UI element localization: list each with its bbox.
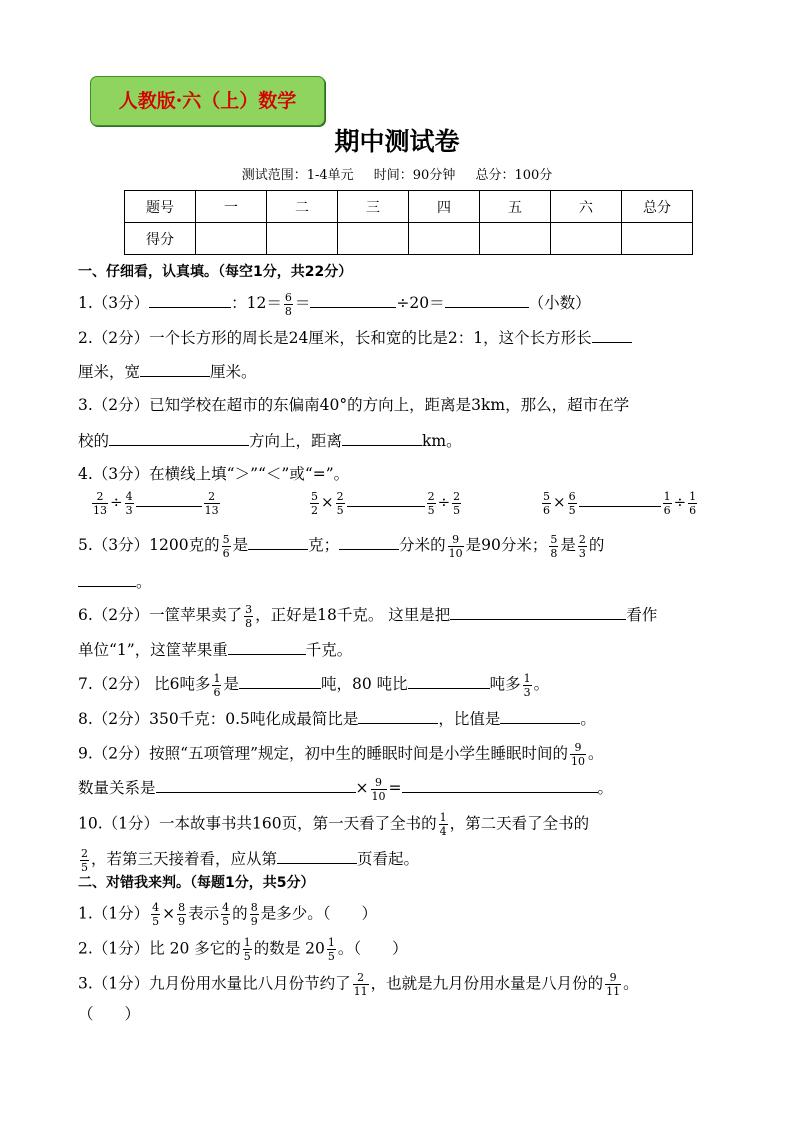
q-text: 看作 [626,606,658,624]
score-header-row [125,191,693,223]
q-text: 7.（2分） 比6吨多 [78,675,211,693]
score-table [124,190,693,255]
q-text: 是 [560,536,576,554]
q-text: 。 [533,675,550,693]
q-text: 分米的 [399,536,446,554]
answer-blank[interactable] [445,291,529,308]
score-header-cell: 四 [409,191,480,223]
fraction: $\frac{1}{5}$ [243,936,251,963]
answer-blank[interactable] [402,776,598,793]
q-text: ，若第三天接着看，应从第 [91,850,278,868]
q-text: ÷20＝ [396,294,445,312]
question-2 [78,326,632,348]
fraction: $\frac{2}{11}$ [353,971,368,998]
judge-3 [78,972,639,997]
q-text: 2.（1分）比 20 多它的 [78,939,241,958]
q-text: 。（ ） [337,939,408,958]
answer-blank[interactable] [592,326,632,343]
answer-blank[interactable] [277,847,357,864]
operator: ÷ [110,493,123,511]
q-text: 2.（2分）一个长方形的周长是24厘米，长和宽的比是2：1，这个长方形长 [78,329,592,347]
q-text: 1.（1分） [78,904,150,923]
q-text: 3.（2分）已知学校在超市的东偏南40°的方向上，距离是3km，那么，超市在学 [78,396,630,414]
fraction: $\frac{1}{6}$ [213,671,221,699]
fraction: $\frac{5}{2}$ [311,489,318,517]
answer-blank[interactable] [358,707,438,724]
q-text: 校的 [78,432,110,450]
exam-scope: 测试范围：1-4单元 [241,168,354,183]
q-text: × [162,904,176,923]
q-text: ＝ [294,294,311,312]
question-9 [78,742,604,767]
fraction: $\frac{4}{5}$ [152,901,160,928]
answer-blank[interactable] [239,672,321,689]
fraction: $\frac{2}{3}$ [578,532,586,560]
edition-badge: 人教版·六（上）数学 [90,76,325,126]
fraction: $\frac{6}{8}$ [284,290,292,318]
fraction: $\frac{1}{4}$ [439,811,447,838]
question-1 [78,291,591,317]
fraction: $\frac{1}{3}$ [523,671,531,699]
q-text: 10.（1分）一本故事书共160页，第一天看了全书的 [78,814,437,833]
fraction: $\frac{8}{9}$ [250,901,258,928]
fraction: $\frac{2}{13}$ [93,489,107,517]
compare-b [308,490,463,516]
fraction: $\frac{5}{8}$ [550,532,558,560]
q-text: 的数是 20 [253,939,325,958]
question-10-line2 [78,847,419,873]
judge-3-line2 [78,1004,140,1024]
q-text: 的 [232,904,248,923]
q-text: 千克。 [305,641,353,659]
q-text: ，比值是 [438,710,501,728]
fraction: $\frac{6}{5}$ [568,489,576,517]
answer-blank[interactable] [339,533,399,550]
fraction: $\frac{4}{5}$ [222,901,230,928]
answer-blank[interactable] [310,291,396,308]
q-text: 。 [597,779,614,797]
question-6 [78,603,657,629]
q-text: （小数） [528,294,591,312]
q-text: 厘米，宽 [78,363,141,381]
answer-blank[interactable] [78,570,136,587]
fraction: $\frac{3}{8}$ [245,602,253,630]
question-8 [78,707,596,729]
answer-blank[interactable] [579,490,661,507]
score-cell[interactable] [196,223,267,255]
q-text: × [355,779,369,797]
score-header-cell: 总分 [622,191,693,223]
fraction: $\frac{9}{10}$ [371,775,386,803]
question-3-line2 [78,429,462,451]
question-2-line2 [78,360,257,382]
fraction: $\frac{9}{11}$ [606,971,621,998]
q-text: = [388,779,402,797]
q-text: 厘米。 [210,363,257,381]
operator: × [321,493,334,511]
question-6-line2 [78,638,352,660]
q-text: 。 [588,744,604,763]
fraction: $\frac{2}{5}$ [453,489,461,517]
q-text: 3.（1分）九月份用水量比八月份节约了 [78,974,351,993]
q-text: 是 [223,675,239,693]
answer-blank[interactable] [109,429,249,446]
fraction: $\frac{1}{6}$ [663,489,671,517]
fraction: $\frac{1}{6}$ [689,489,697,517]
compare-c [540,490,699,516]
exam-time: 时间：90分钟 [373,168,456,183]
score-header-cell: 三 [338,191,409,223]
judge-1 [78,902,377,927]
score-cell[interactable] [480,223,551,255]
q-text: 。 [580,710,596,728]
compare-a [90,490,222,516]
q-text: 5.（3分）1200克的 [78,536,220,554]
fraction: $\frac{2}{5}$ [336,489,344,517]
q-text: 6.（2分）一筐苹果卖了 [78,606,243,624]
q-text: ：12＝ [231,294,282,312]
page-title: 期中测试卷 [334,127,460,156]
answer-blank[interactable] [140,360,210,377]
q-text: 吨多 [489,675,521,693]
answer-blank[interactable] [408,672,490,689]
q-text: 是90分米； [465,536,548,554]
score-cell[interactable] [622,223,693,255]
q-text: 的 [588,536,605,554]
operator: × [553,493,566,511]
answer-blank[interactable] [156,776,356,793]
answer-blank[interactable] [342,429,422,446]
q-text: 8.（2分）350千克：0.5吨化成最简比是 [78,710,359,728]
question-10 [78,812,589,837]
question-5 [78,533,604,559]
q-text: 克； [308,536,340,554]
answer-blank[interactable] [136,490,202,507]
answer-blank[interactable] [228,638,306,655]
q-text: ，正好是18千克。 这里是把 [255,606,451,624]
q-text: 是多少。（ ） [260,904,377,923]
q-text: ，也就是九月份用水量是八月份的 [370,974,604,993]
score-cell[interactable] [267,223,338,255]
section-one-heading: 一、仔细看，认真填。（每空1分，共22分） [78,264,353,280]
fraction: $\frac{2}{5}$ [427,489,435,517]
q-text: 方向上，距离 [249,432,343,450]
answer-blank[interactable] [248,533,308,550]
score-row-label: 得分 [125,223,196,255]
score-cell[interactable] [409,223,480,255]
score-header-cell: 六 [551,191,622,223]
fraction: $\frac{1}{5}$ [327,936,335,963]
q-text: 9.（2分）按照“五项管理”规定，初中生的睡眠时间是小学生睡眠时间的 [78,744,569,763]
fraction: $\frac{2}{13}$ [204,489,219,517]
question-3 [78,395,629,415]
q-text: 是 [232,536,249,554]
q-text: 单位“1”，这筐苹果重 [78,641,228,659]
q-text: 4.（3分）在横线上填“＞”“＜”或“=”。 [78,465,350,483]
fraction: $\frac{5}{6}$ [543,489,550,517]
answer-blank[interactable] [500,707,580,724]
q-text: 表示 [188,904,220,923]
exam-total: 总分：100分 [475,168,553,183]
q-text: ，第二天看了全书的 [449,814,590,833]
q-text: （ ） [78,1005,141,1023]
score-cell[interactable] [551,223,622,255]
exam-meta [0,164,794,183]
score-value-row [125,223,693,255]
fraction: $\frac{9}{10}$ [571,741,586,768]
q-text: 。 [623,974,639,993]
fraction: $\frac{4}{3}$ [125,489,133,517]
question-7 [78,672,549,698]
q-text: 1.（3分） [78,294,150,312]
q-text: 吨，80 吨比 [320,675,408,693]
operator: ÷ [673,493,687,511]
judge-2 [78,937,408,962]
fraction: $\frac{2}{5}$ [81,846,88,874]
section-two-heading: 二、对错我来判。（每题1分，共5分） [78,875,315,891]
score-header-cell: 二 [267,191,338,223]
question-5-line2 [78,570,152,592]
score-header-cell: 一 [196,191,267,223]
question-9-line2 [78,776,613,802]
score-header-cell: 五 [480,191,551,223]
score-cell[interactable] [338,223,409,255]
q-text: km。 [422,432,462,450]
fraction: $\frac{8}{9}$ [178,901,186,928]
question-4 [78,464,349,484]
fraction: $\frac{5}{6}$ [222,532,230,560]
q-text: 数量关系是 [78,779,156,797]
answer-blank[interactable] [450,603,626,620]
answer-blank[interactable] [347,490,425,507]
score-header-cell: 题号 [125,191,196,223]
q-text: 。 [136,573,152,591]
q-text: 页看起。 [357,850,420,868]
answer-blank[interactable] [149,291,231,308]
fraction: $\frac{9}{10}$ [448,532,463,560]
operator: ÷ [437,493,451,511]
